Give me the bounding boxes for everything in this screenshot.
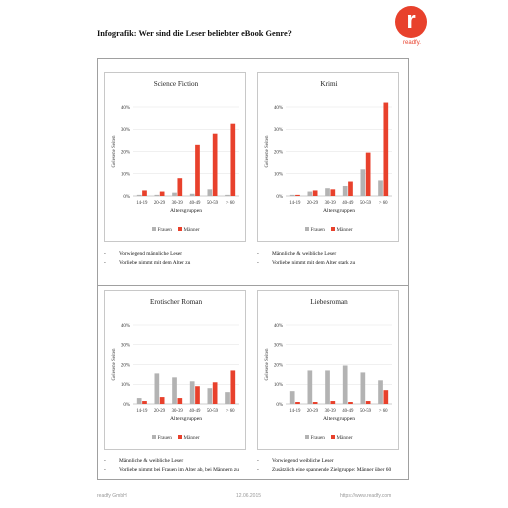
bar-frauen bbox=[172, 193, 177, 196]
note-text: Vorliebe nimmt mit dem Alter stark zu bbox=[272, 260, 356, 266]
x-tick-label: > 60 bbox=[225, 201, 235, 206]
bar-frauen bbox=[343, 365, 348, 404]
x-tick-label: > 60 bbox=[378, 409, 388, 414]
note-item: - Männliche & weibliche Leser bbox=[104, 458, 184, 464]
bar-m-nner bbox=[313, 190, 318, 196]
y-tick-label: 20% bbox=[120, 150, 130, 156]
note-text: Vorwiegend weibliche Leser bbox=[272, 458, 334, 464]
x-tick-label: 14-19 bbox=[136, 201, 148, 206]
bar-m-nner bbox=[330, 401, 335, 404]
legend-swatch-frauen bbox=[152, 435, 156, 439]
note-item: - Vorwiegend weibliche Leser bbox=[257, 458, 334, 464]
y-tick-label: 30% bbox=[273, 343, 283, 349]
logo-glyph: r bbox=[406, 7, 416, 34]
chart-science-fiction bbox=[104, 72, 246, 242]
bar-frauen bbox=[155, 373, 160, 404]
bar-frauen bbox=[308, 370, 313, 404]
bar-frauen bbox=[308, 192, 313, 196]
note-item: - Männliche & weibliche Leser bbox=[257, 251, 337, 257]
note-item: - Vorliebe nimmt mit dem Alter zu bbox=[104, 260, 191, 266]
legend-label-frauen: Frauen bbox=[310, 435, 325, 441]
y-tick-label: 0% bbox=[123, 194, 130, 200]
x-tick-label: 30-39 bbox=[171, 409, 183, 414]
y-tick-label: 0% bbox=[123, 402, 130, 408]
bar-frauen bbox=[172, 377, 177, 404]
legend-label-frauen: Frauen bbox=[310, 227, 325, 233]
y-tick-label: 0% bbox=[276, 402, 283, 408]
legend-swatch-frauen bbox=[305, 227, 309, 231]
legend-swatch-frauen bbox=[152, 227, 156, 231]
y-tick-label: 10% bbox=[273, 172, 283, 178]
y-tick-label: 30% bbox=[120, 128, 130, 134]
y-tick-label: 40% bbox=[273, 323, 283, 329]
y-tick-label: 40% bbox=[273, 105, 283, 111]
note-text: Vorliebe nimmt mit dem Alter zu bbox=[119, 260, 191, 266]
chart-svg-liebesroman bbox=[258, 291, 400, 451]
bar-frauen bbox=[378, 180, 383, 196]
bar-m-nner bbox=[348, 402, 353, 404]
x-tick-label: 50-59 bbox=[359, 201, 372, 206]
bar-frauen bbox=[208, 388, 213, 404]
x-tick-label: 20-29 bbox=[153, 409, 166, 414]
bar-frauen bbox=[378, 380, 383, 404]
bar-m-nner bbox=[177, 398, 182, 404]
bar-m-nner bbox=[230, 124, 235, 196]
x-axis-label: Altersgruppen bbox=[169, 416, 203, 422]
chart-liebesroman bbox=[257, 290, 399, 450]
chart-svg-science-fiction bbox=[105, 73, 247, 243]
note-item: - Vorwiegend männliche Leser bbox=[104, 251, 183, 257]
bar-m-nner bbox=[366, 153, 371, 196]
x-tick-label: 20-29 bbox=[153, 201, 166, 206]
bar-m-nner bbox=[295, 402, 300, 404]
bar-m-nner bbox=[142, 190, 147, 196]
footer-url[interactable]: https://www.readfy.com bbox=[340, 493, 392, 499]
x-axis-label: Altersgruppen bbox=[322, 416, 356, 422]
bar-m-nner bbox=[195, 145, 200, 196]
bar-m-nner bbox=[295, 195, 300, 196]
x-tick-label: > 60 bbox=[225, 409, 235, 414]
panel-divider bbox=[97, 285, 409, 286]
bar-m-nner bbox=[142, 401, 147, 404]
legend-label-m-nner: Männer bbox=[336, 227, 353, 233]
bar-frauen bbox=[290, 195, 295, 196]
bar-m-nner bbox=[177, 178, 182, 196]
readfy-logo[interactable] bbox=[395, 6, 427, 38]
notes-science-fiction bbox=[104, 250, 246, 268]
y-tick-label: 10% bbox=[120, 172, 130, 178]
bar-m-nner bbox=[195, 386, 200, 404]
legend-swatch-m-nner bbox=[178, 435, 182, 439]
footer-date: 12.06.2015 bbox=[236, 493, 262, 499]
bar-frauen bbox=[325, 188, 330, 196]
note-text: Männliche & weibliche Leser bbox=[272, 251, 337, 257]
chart-krimi bbox=[257, 72, 399, 242]
bar-m-nner bbox=[230, 370, 235, 404]
bar-frauen bbox=[190, 381, 195, 404]
legend-label-m-nner: Männer bbox=[336, 435, 353, 441]
bar-m-nner bbox=[383, 103, 388, 196]
note-text: Männliche & weibliche Leser bbox=[119, 458, 184, 464]
y-tick-label: 10% bbox=[273, 383, 283, 389]
bar-m-nner bbox=[366, 401, 371, 404]
bar-m-nner bbox=[330, 189, 335, 196]
bar-frauen bbox=[190, 194, 195, 196]
bar-m-nner bbox=[383, 390, 388, 404]
note-item: - Vorliebe nimmt mit dem Alter stark zu bbox=[257, 260, 356, 266]
y-tick-label: 20% bbox=[120, 363, 130, 369]
y-tick-label: 0% bbox=[276, 194, 283, 200]
x-tick-label: 40-49 bbox=[342, 409, 354, 414]
bar-m-nner bbox=[160, 397, 165, 404]
logo-wordmark: readfy. bbox=[403, 40, 421, 46]
x-tick-label: 40-49 bbox=[342, 201, 354, 206]
x-tick-label: > 60 bbox=[378, 201, 388, 206]
chart-title: Science Fiction bbox=[153, 80, 199, 88]
x-tick-label: 40-49 bbox=[189, 409, 201, 414]
note-text: Vorwiegend männliche Leser bbox=[119, 251, 183, 257]
note-item: - Zusätzlich eine spannende Zielgruppe: Männer über 60 bbox=[257, 467, 392, 473]
y-tick-label: 40% bbox=[120, 105, 130, 111]
bar-frauen bbox=[343, 186, 348, 196]
bar-m-nner bbox=[213, 134, 218, 196]
y-axis-label: Gelesene Seiten bbox=[265, 348, 270, 381]
legend-label-m-nner: Männer bbox=[183, 435, 200, 441]
legend-swatch-m-nner bbox=[178, 227, 182, 231]
y-axis-label: Gelesene Seiten bbox=[112, 135, 117, 168]
bar-frauen bbox=[225, 392, 230, 404]
footer-company: readfy GmbH bbox=[97, 493, 127, 499]
chart-title: Krimi bbox=[320, 80, 338, 88]
legend-swatch-frauen bbox=[305, 435, 309, 439]
bar-m-nner bbox=[313, 402, 318, 404]
bar-frauen bbox=[137, 398, 142, 404]
x-tick-label: 20-29 bbox=[306, 409, 319, 414]
chart-title: Erotischer Roman bbox=[149, 298, 203, 306]
chart-svg-erotischer-roman bbox=[105, 291, 247, 451]
chart-erotischer-roman bbox=[104, 290, 246, 450]
x-tick-label: 14-19 bbox=[289, 201, 301, 206]
legend-label-frauen: Frauen bbox=[157, 227, 172, 233]
bar-frauen bbox=[361, 169, 366, 196]
bar-m-nner bbox=[160, 192, 165, 196]
x-tick-label: 50-59 bbox=[206, 409, 219, 414]
y-tick-label: 30% bbox=[273, 128, 283, 134]
bar-frauen bbox=[361, 372, 366, 404]
x-tick-label: 50-59 bbox=[206, 201, 219, 206]
y-tick-label: 20% bbox=[273, 150, 283, 156]
legend-label-m-nner: Männer bbox=[183, 227, 200, 233]
page-title: Infografik: Wer sind die Leser beliebter eBook Genre? bbox=[97, 29, 292, 38]
note-item: - Vorliebe nimmt bei Frauen im Alter ab, bei Männern zu bbox=[104, 467, 239, 473]
x-tick-label: 30-39 bbox=[324, 409, 336, 414]
bar-m-nner bbox=[348, 182, 353, 196]
notes-krimi bbox=[257, 250, 399, 268]
y-tick-label: 10% bbox=[120, 383, 130, 389]
note-text: Vorliebe nimmt bei Frauen im Alter ab, bei Männern zu bbox=[119, 467, 239, 473]
x-tick-label: 30-39 bbox=[324, 201, 336, 206]
y-axis-label: Gelesene Seiten bbox=[112, 348, 117, 381]
x-tick-label: 14-19 bbox=[136, 409, 148, 414]
chart-svg-krimi bbox=[258, 73, 400, 243]
x-tick-label: 20-29 bbox=[306, 201, 319, 206]
bar-m-nner bbox=[213, 382, 218, 404]
y-tick-label: 20% bbox=[273, 363, 283, 369]
bar-frauen bbox=[208, 189, 213, 196]
note-text: Zusätzlich eine spannende Zielgruppe: Männer über 60 bbox=[272, 467, 392, 473]
notes-liebesroman bbox=[257, 457, 399, 475]
legend-swatch-m-nner bbox=[331, 227, 335, 231]
bar-frauen bbox=[225, 195, 230, 196]
bar-frauen bbox=[137, 195, 142, 196]
x-tick-label: 14-19 bbox=[289, 409, 301, 414]
y-tick-label: 40% bbox=[120, 323, 130, 329]
x-tick-label: 30-39 bbox=[171, 201, 183, 206]
legend-label-frauen: Frauen bbox=[157, 435, 172, 441]
y-axis-label: Gelesene Seiten bbox=[265, 135, 270, 168]
x-tick-label: 50-59 bbox=[359, 409, 372, 414]
x-axis-label: Altersgruppen bbox=[322, 208, 356, 214]
bar-frauen bbox=[325, 370, 330, 404]
x-axis-label: Altersgruppen bbox=[169, 208, 203, 214]
legend-swatch-m-nner bbox=[331, 435, 335, 439]
bar-frauen bbox=[155, 195, 160, 196]
y-tick-label: 30% bbox=[120, 343, 130, 349]
bar-frauen bbox=[290, 391, 295, 404]
notes-erotischer-roman bbox=[104, 457, 246, 475]
x-tick-label: 40-49 bbox=[189, 201, 201, 206]
chart-title: Liebesroman bbox=[310, 298, 348, 306]
